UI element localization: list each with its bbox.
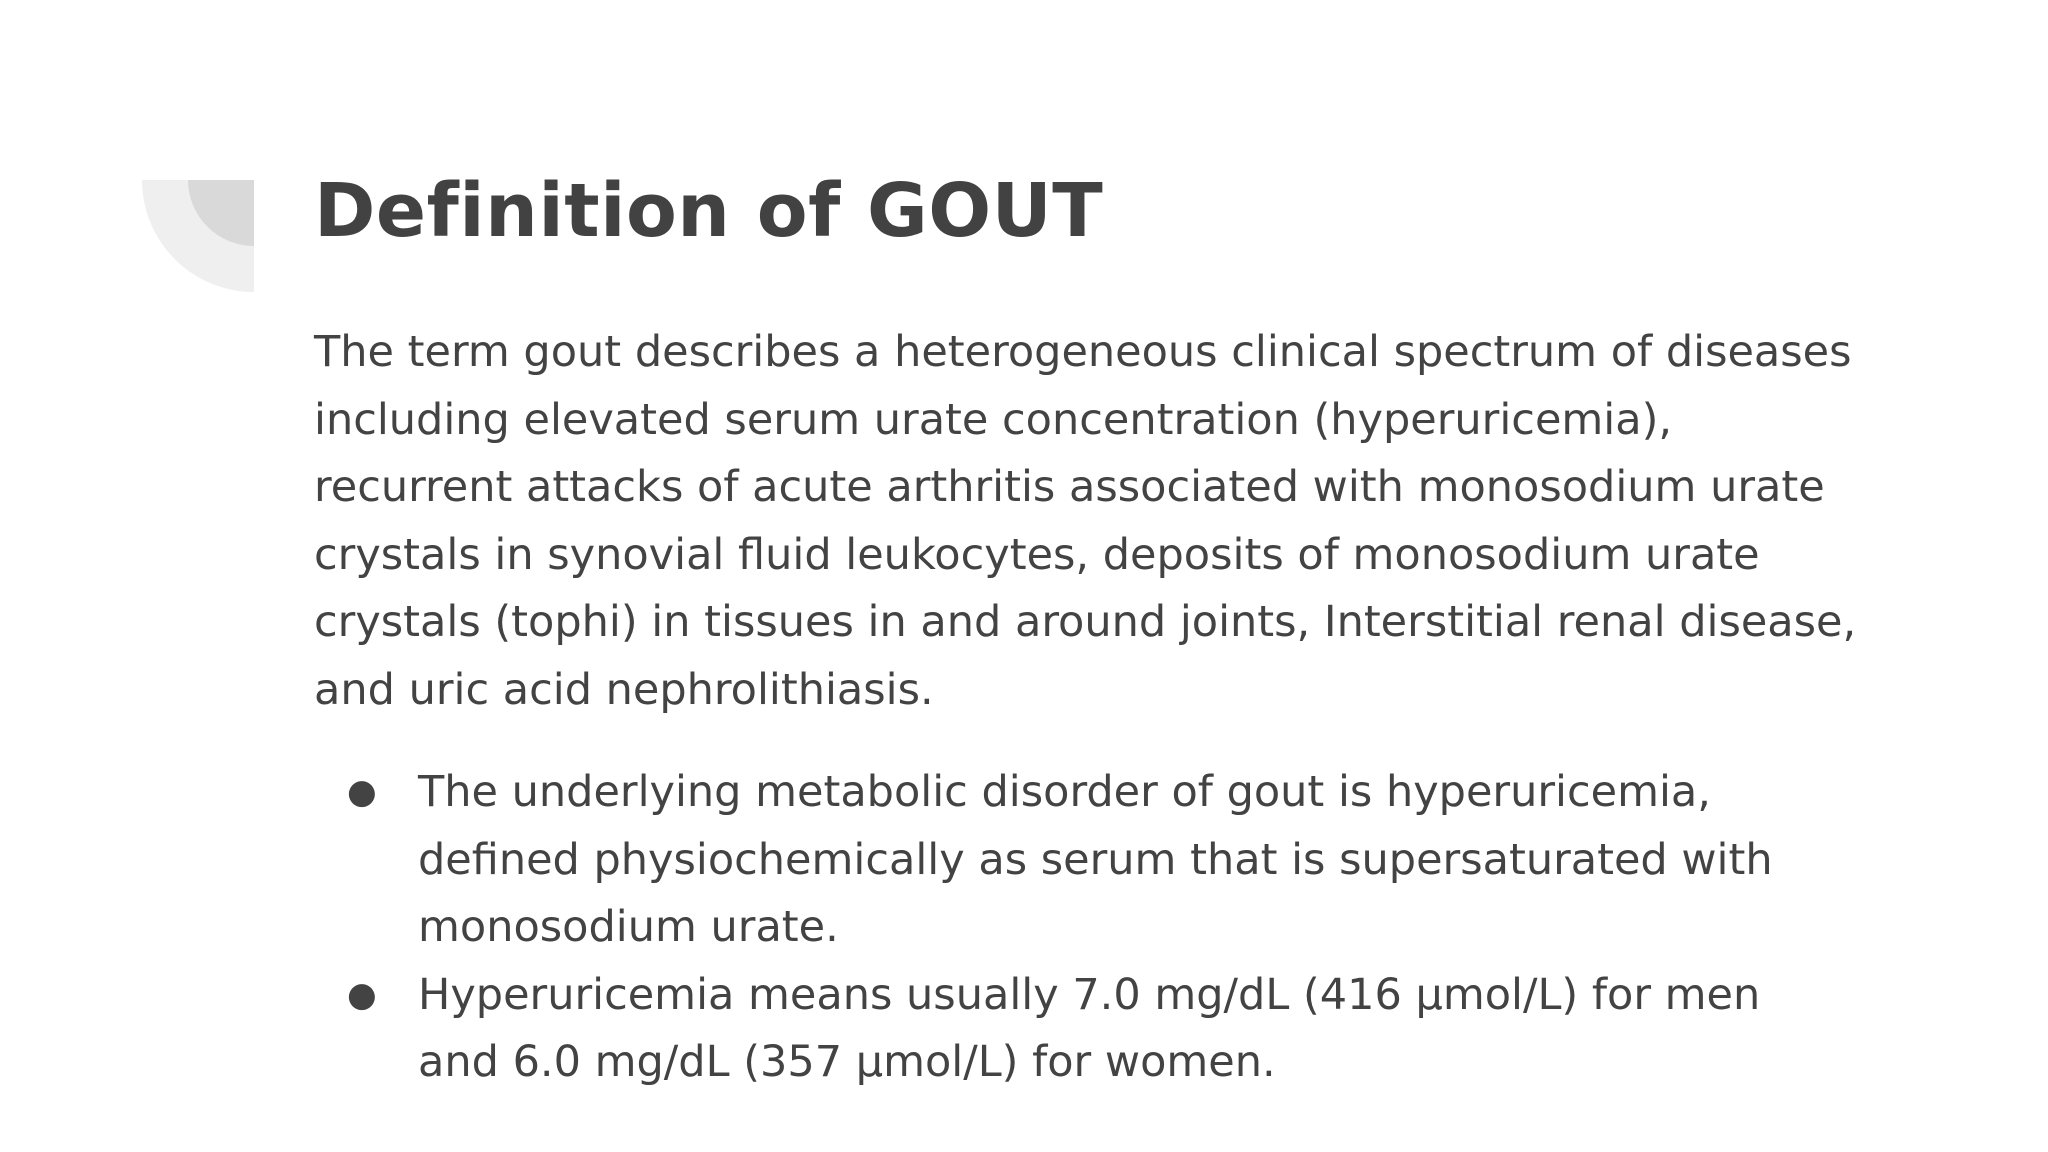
bullet-item [314, 962, 1914, 1097]
intro-paragraph [314, 319, 1914, 724]
bullet-line: and 6.0 mg/dL (357 µmol/L) for women. [418, 1037, 1276, 1087]
bullet-icon: ● [347, 772, 377, 812]
bullet-line: monosodium urate. [418, 902, 839, 952]
paragraph-line: crystals in synovial fluid leukocytes, deposits of monosodium urate [314, 529, 1760, 580]
corner-decoration [142, 180, 254, 292]
paragraph-line: recurrent attacks of acute arthritis associated with monosodium urate [314, 462, 1825, 512]
slide-title: Definition of GOUT [314, 168, 1104, 254]
paragraph-line: including elevated serum urate concentration (hyperuricemia), [314, 394, 1673, 445]
paragraph-line: and uric acid nephrolithiasis. [314, 664, 934, 715]
bullet-line: Hyperuricemia means usually 7.0 mg/dL (416 µmol/L) for men [418, 969, 1761, 1020]
bullet-line: The underlying metabolic disorder of gout is hyperuricemia, [418, 767, 1711, 817]
bullet-icon: ● [347, 974, 377, 1015]
bullet-line: defined physiochemically as serum that is supersaturated with [418, 834, 1773, 885]
paragraph-line: crystals (tophi) in tissues in and around joints, Interstitial renal disease, [314, 597, 1857, 647]
paragraph-line: The term gout describes a heterogeneous clinical spectrum of diseases [314, 327, 1852, 377]
slide-body [314, 319, 1914, 1097]
bullet-item [314, 759, 1914, 962]
bullet-list [314, 759, 1914, 1097]
